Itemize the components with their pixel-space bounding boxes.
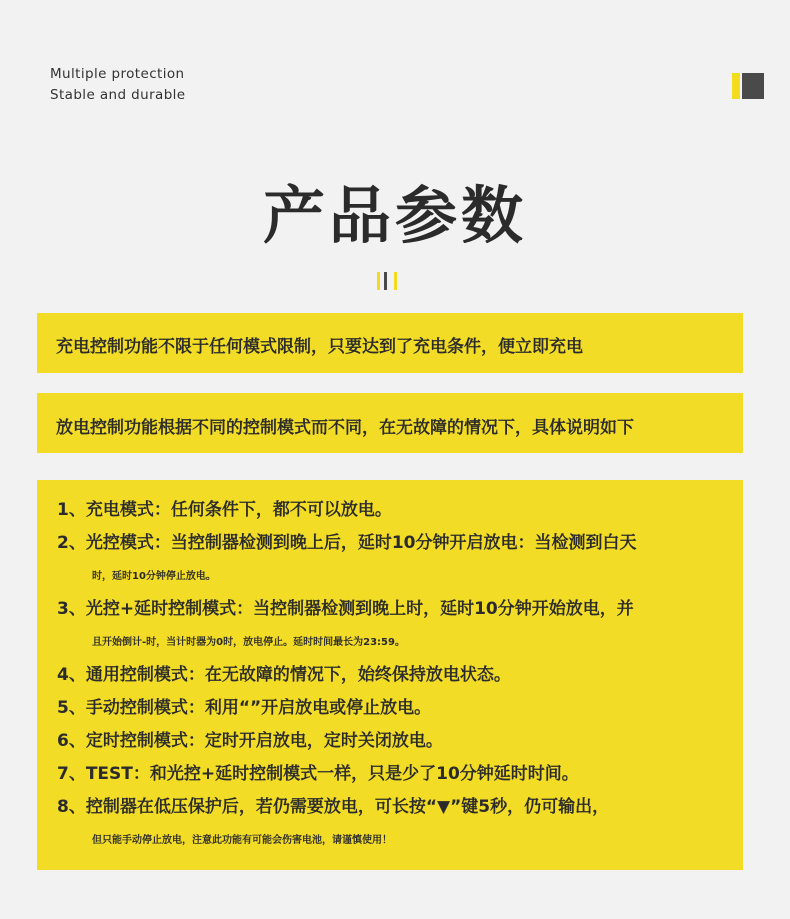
rule-item-3: 3、光控+延时控制模式：当控制器检测到晚上时，延时10分钟开始放电，并 且开始倒计-时，当计时器为0时，放电停止。延时时间最长为23:59。	[57, 599, 634, 648]
discharge-control-band	[37, 393, 743, 453]
charge-control-band	[37, 313, 743, 373]
tagline	[50, 64, 186, 106]
discharge-control-text: 放电控制功能根据不同的控制模式而不同，在无故障的情况下，具体说明如下	[56, 418, 634, 438]
rule-item-1: 1、充电模式：任何条件下，都不可以放电。	[57, 500, 392, 520]
mode-rules-panel	[37, 480, 743, 870]
rule-item-6: 6、定时控制模式：定时开启放电，定时关闭放电。	[57, 731, 443, 751]
corner-decoration-icon	[732, 73, 764, 99]
title-underline-icon	[377, 272, 401, 290]
rule-item-7: 7、TEST：和光控+延时控制模式一样，只是少了10分钟延时时间。	[57, 764, 579, 784]
tagline-line-2: Stable and durable	[50, 87, 186, 103]
tagline-line-1: Multiple protection	[50, 66, 185, 82]
rule-item-2: 2、光控模式：当控制器检测到晚上后，延时10分钟开启放电：当检测到白天 时，延时10分钟停止放电。	[57, 533, 637, 582]
rule-item-5: 5、手动控制模式：利用“”开启放电或停止放电。	[57, 698, 432, 718]
rule-item-4: 4、通用控制模式：在无故障的情况下，始终保持放电状态。	[57, 665, 511, 685]
page-title: 产品参数	[262, 179, 527, 252]
rule-item-8: 8、控制器在低压保护后，若仍需要放电，可长按“▼”键5秒，仍可输出， 但只能手动停止放电，注意此功能有可能会伤害电池，请谨慎使用！	[57, 797, 610, 846]
charge-control-text: 充电控制功能不限于任何模式限制，只要达到了充电条件，便立即充电	[56, 337, 583, 357]
